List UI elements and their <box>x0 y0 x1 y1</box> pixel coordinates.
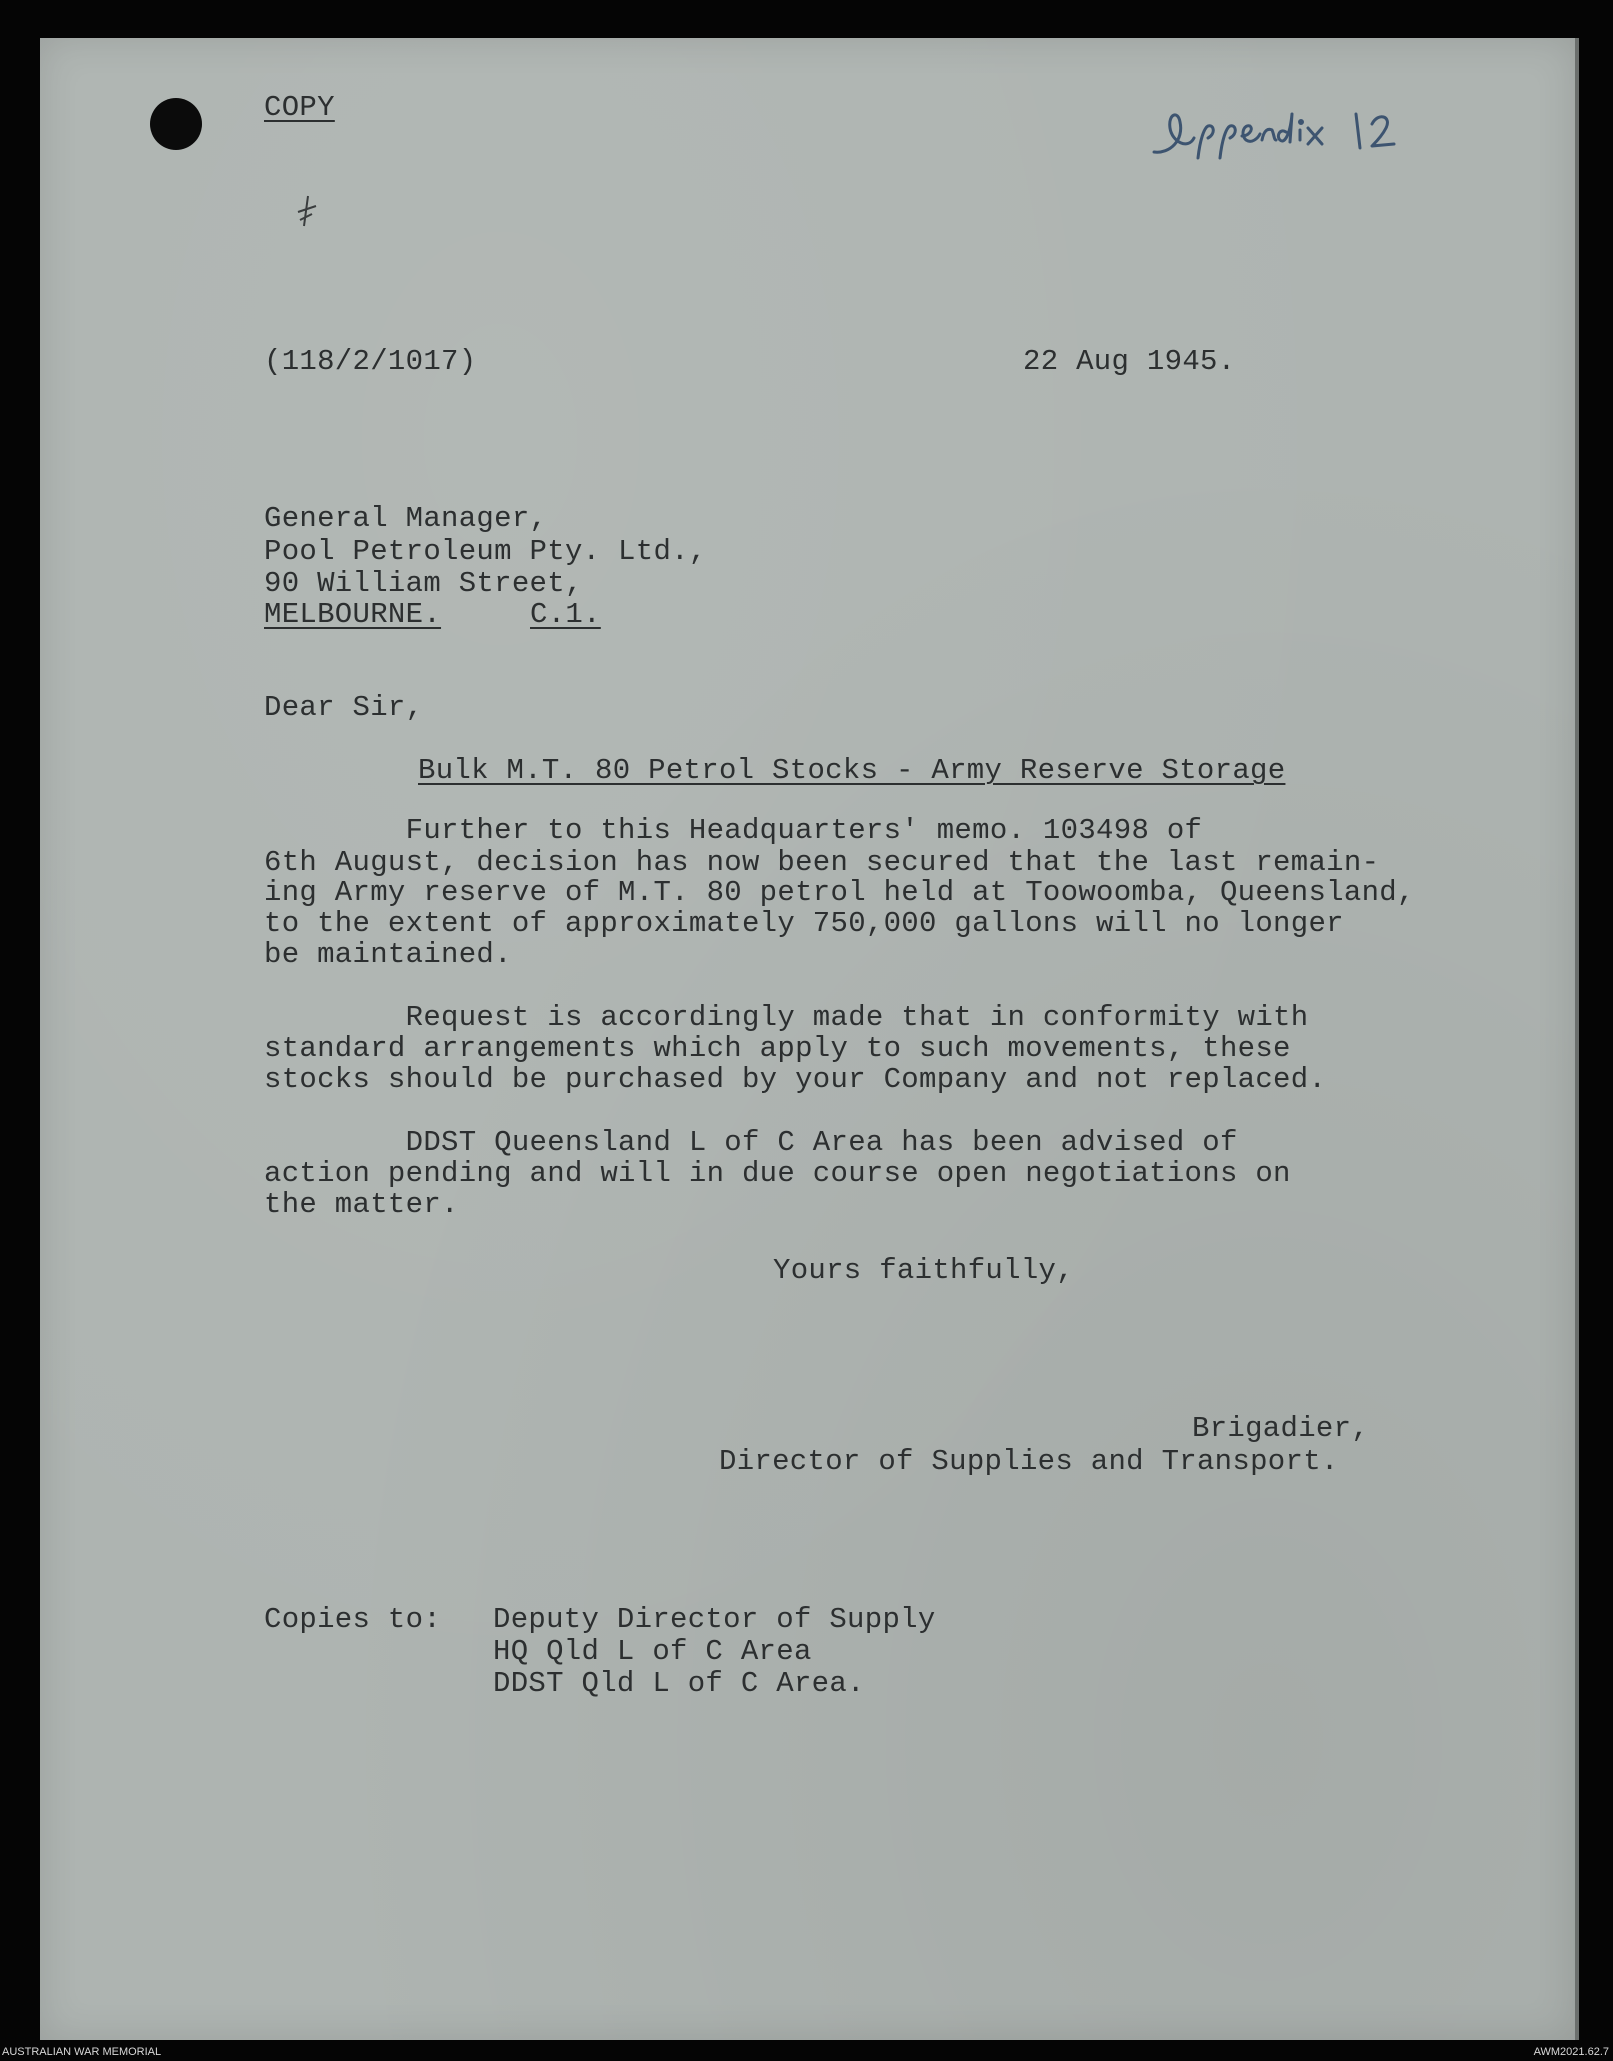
paragraph-line: DDST Queensland L of C Area has been advised of <box>264 1126 1238 1159</box>
paragraph-line: Further to this Headquarters' memo. 103498 of <box>264 814 1203 847</box>
closing: Yours faithfully, <box>773 1254 1074 1287</box>
signature-rank: Brigadier, <box>1192 1412 1370 1445</box>
paragraph-line: 6th August, decision has now been secured that the last remain- <box>264 846 1380 879</box>
footer-credit: AUSTRALIAN WAR MEMORIAL <box>2 2046 162 2058</box>
signature-title: Director of Supplies and Transport. <box>719 1445 1339 1478</box>
footer-accession: AWM2021.62.7 <box>1533 2046 1609 2058</box>
letter-date: 22 Aug 1945. <box>1023 345 1236 378</box>
address-line-3: 90 William Street, <box>264 567 583 600</box>
paragraph-line: standard arrangements which apply to such movements, these <box>264 1032 1291 1065</box>
paragraph-line: stocks should be purchased by your Company and not replaced. <box>264 1063 1327 1096</box>
address-line-1: General Manager, <box>264 502 548 535</box>
copies-recipient: HQ Qld L of C Area <box>493 1635 812 1668</box>
paragraph-line: be maintained. <box>264 938 512 971</box>
salutation: Dear Sir, <box>264 691 424 724</box>
copies-recipient: Deputy Director of Supply <box>493 1603 936 1636</box>
reference-number: (118/2/1017) <box>264 345 477 378</box>
pencil-mark <box>290 190 324 230</box>
sheet-edge <box>1575 38 1579 2040</box>
paragraph-line: ing Army reserve of M.T. 80 petrol held at Toowoomba, Queensland, <box>264 876 1415 909</box>
paragraph-line: Request is accordingly made that in conformity with <box>264 1001 1309 1034</box>
copy-label: COPY <box>264 91 335 124</box>
address-postcode: C.1. <box>530 598 601 631</box>
address-line-2: Pool Petroleum Pty. Ltd., <box>264 535 707 568</box>
copies-recipient: DDST Qld L of C Area. <box>493 1667 865 1700</box>
handwritten-annotation <box>1150 100 1470 170</box>
punch-hole <box>150 98 202 150</box>
copies-label: Copies to: <box>264 1603 442 1636</box>
paragraph-line: action pending and will in due course open negotiations on <box>264 1157 1291 1190</box>
address-city: MELBOURNE. <box>264 598 442 631</box>
subject-line: Bulk M.T. 80 Petrol Stocks - Army Reserve Storage <box>418 754 1286 787</box>
paragraph-line: to the extent of approximately 750,000 gallons will no longer <box>264 907 1344 940</box>
paragraph-line: the matter. <box>264 1188 459 1221</box>
